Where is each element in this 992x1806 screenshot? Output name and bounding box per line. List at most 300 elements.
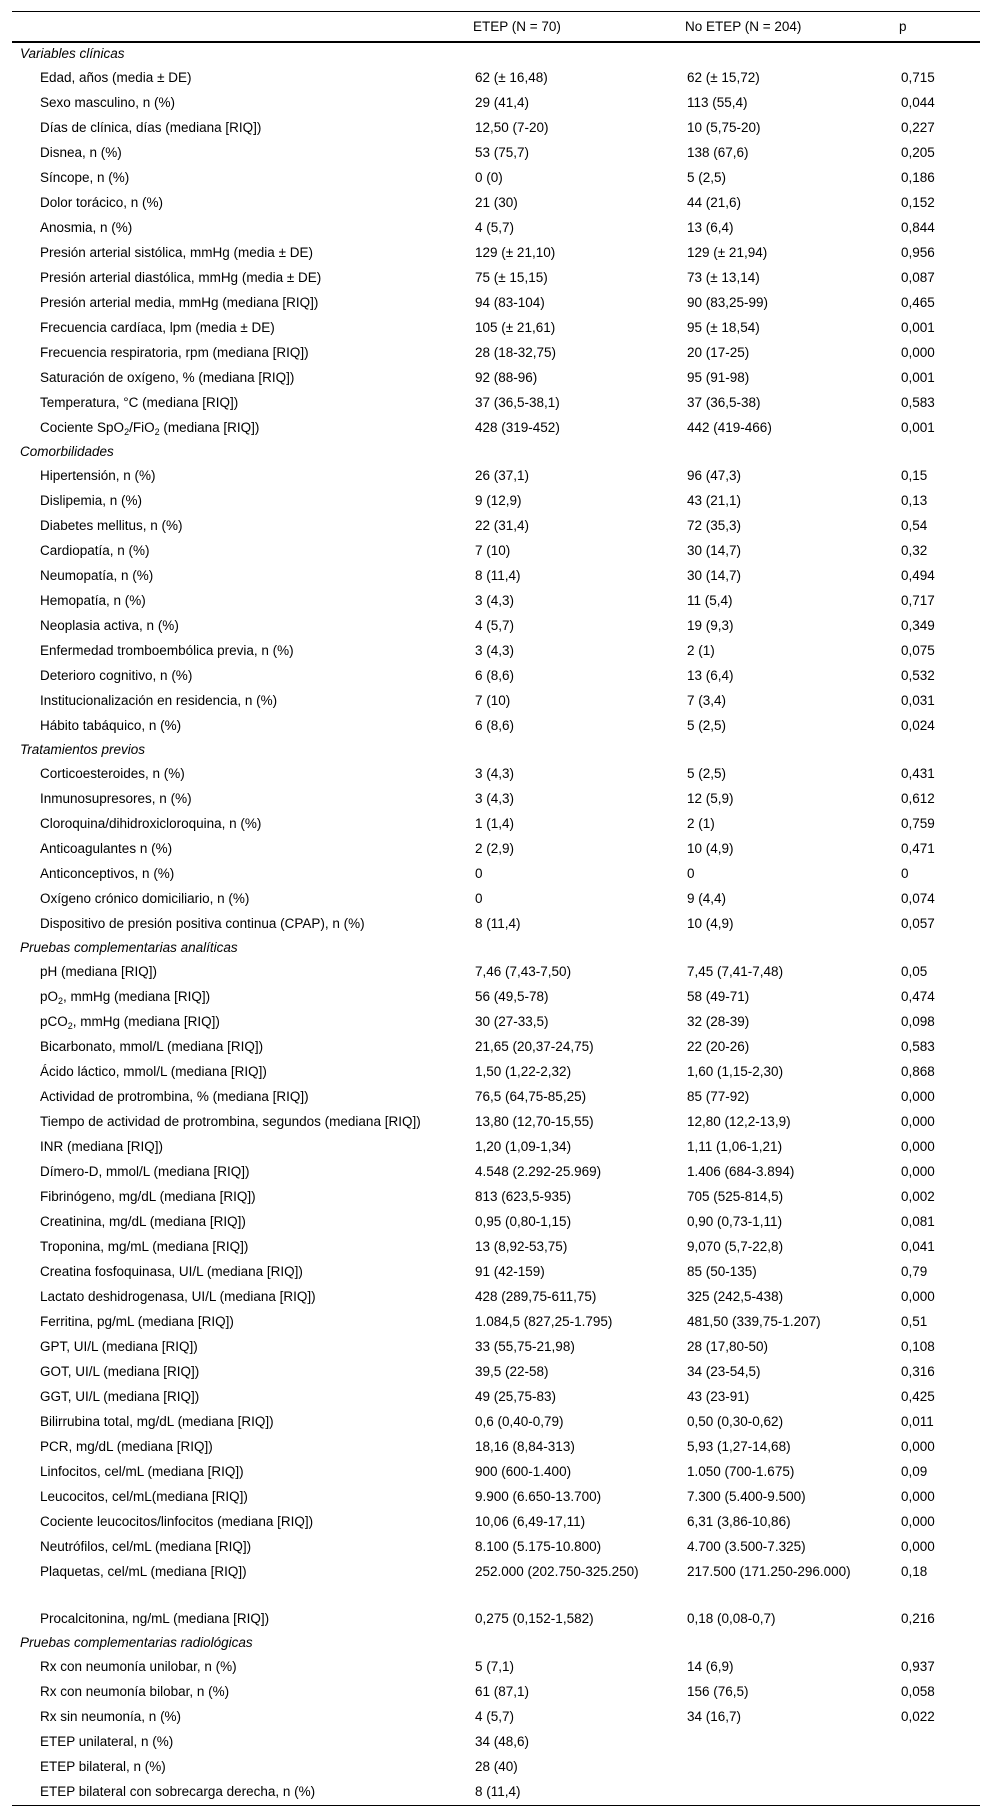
table-row xyxy=(12,166,980,191)
row-label: Sexo masculino, n (%) xyxy=(40,95,176,110)
cell-etep: 33 (55,75-21,98) xyxy=(475,1339,575,1354)
table-row xyxy=(12,539,980,564)
table-row xyxy=(12,1360,980,1385)
row-label: Ferritina, pg/mL (mediana [RIQ]) xyxy=(40,1314,234,1329)
row-label: Dolor torácico, n (%) xyxy=(40,195,164,210)
cell-p-value: 0,715 xyxy=(901,70,935,85)
cell-etep: 3 (4,3) xyxy=(475,643,515,658)
cell-no-etep: 5 (2,5) xyxy=(687,766,727,781)
cell-no-etep: 7,45 (7,41-7,48) xyxy=(687,964,784,979)
cell-etep: 8 (11,4) xyxy=(475,916,521,931)
cell-no-etep: 138 (67,6) xyxy=(687,145,749,160)
cell-p-value: 0,057 xyxy=(901,916,935,931)
row-label: Presión arterial diastólica, mmHg (media ± DE) xyxy=(40,270,322,285)
cell-p-value: 0,15 xyxy=(901,468,928,483)
section-title: Pruebas complementarias radiológicas xyxy=(20,1635,253,1650)
row-label: Inmunosupresores, n (%) xyxy=(40,791,192,806)
cell-etep: 28 (18-32,75) xyxy=(475,345,557,360)
cell-p-value: 0,868 xyxy=(901,1064,935,1079)
cell-no-etep: 0 xyxy=(687,866,695,881)
table-row xyxy=(12,1535,980,1560)
table-row xyxy=(12,1755,980,1780)
cell-p-value: 0,54 xyxy=(901,518,928,533)
table-row xyxy=(12,1410,980,1435)
cell-no-etep: 43 (21,1) xyxy=(687,493,742,508)
table-row xyxy=(12,664,980,689)
cell-p-value: 0,000 xyxy=(901,1514,935,1529)
cell-p-value: 0,13 xyxy=(901,493,928,508)
table-row xyxy=(12,191,980,216)
cell-no-etep: 96 (47,3) xyxy=(687,468,742,483)
cell-etep: 3 (4,3) xyxy=(475,766,515,781)
cell-etep: 0,275 (0,152-1,582) xyxy=(475,1611,594,1626)
table-row xyxy=(12,912,980,937)
section-title: Tratamientos previos xyxy=(20,742,146,757)
cell-p-value: 0,09 xyxy=(901,1464,928,1479)
cell-no-etep: 705 (525-814,5) xyxy=(687,1189,784,1204)
cell-etep: 4.548 (2.292-25.969) xyxy=(475,1164,602,1179)
row-label: Fibrinógeno, mg/dL (mediana [RIQ]) xyxy=(40,1189,256,1204)
cell-p-value: 0,058 xyxy=(901,1684,935,1699)
cell-etep: 10,06 (6,49-17,11) xyxy=(475,1514,586,1529)
cell-no-etep: 14 (6,9) xyxy=(687,1659,734,1674)
row-label: Anticoagulantes n (%) xyxy=(40,841,173,856)
table-row xyxy=(12,1485,980,1510)
cell-p-value: 0,000 xyxy=(901,1439,935,1454)
cell-p-value: 0,087 xyxy=(901,270,935,285)
cell-etep: 7 (10) xyxy=(475,543,511,558)
cell-no-etep: 10 (4,9) xyxy=(687,841,734,856)
cell-etep: 1 (1,4) xyxy=(475,816,515,831)
table-row xyxy=(12,216,980,241)
cell-etep: 13 (8,92-53,75) xyxy=(475,1239,568,1254)
table-row xyxy=(12,1680,980,1705)
table-row xyxy=(12,1705,980,1730)
cell-etep: 49 (25,75-83) xyxy=(475,1389,557,1404)
cell-no-etep: 9 (4,4) xyxy=(687,891,727,906)
cell-etep: 0 (0) xyxy=(475,170,503,185)
row-label: Bicarbonato, mmol/L (mediana [RIQ]) xyxy=(40,1039,264,1054)
cell-p-value: 0,32 xyxy=(901,543,928,558)
table-row xyxy=(12,812,980,837)
cell-p-value: 0,465 xyxy=(901,295,935,310)
table-row xyxy=(12,1085,980,1110)
row-label: Institucionalización en residencia, n (%) xyxy=(40,693,278,708)
cell-no-etep: 22 (20-26) xyxy=(687,1039,750,1054)
cell-etep: 91 (42-159) xyxy=(475,1264,545,1279)
header-etep: ETEP (N = 70) xyxy=(473,19,561,34)
cell-no-etep: 10 (4,9) xyxy=(687,916,734,931)
cell-p-value: 0,098 xyxy=(901,1014,935,1029)
cell-etep: 5 (7,1) xyxy=(475,1659,515,1674)
cell-no-etep xyxy=(685,1755,899,1780)
cell-p-value: 0,316 xyxy=(901,1364,935,1379)
table-row xyxy=(12,1335,980,1360)
cell-etep: 62 (± 16,48) xyxy=(475,70,548,85)
table-row xyxy=(12,564,980,589)
cell-no-etep: 6,31 (3,86-10,86) xyxy=(687,1514,791,1529)
cell-no-etep: 10 (5,75-20) xyxy=(687,120,761,135)
section-title: Comorbilidades xyxy=(20,444,114,459)
table-row xyxy=(12,887,980,912)
table-row xyxy=(12,514,980,539)
cell-p-value: 0,001 xyxy=(901,370,935,385)
cell-no-etep: 129 (± 21,94) xyxy=(687,245,768,260)
section-header-row xyxy=(12,42,980,66)
cell-etep: 3 (4,3) xyxy=(475,791,515,806)
cell-no-etep: 43 (23-91) xyxy=(687,1389,750,1404)
table-row xyxy=(12,1160,980,1185)
cell-p-value xyxy=(899,1755,980,1780)
cell-no-etep: 85 (77-92) xyxy=(687,1089,750,1104)
cell-no-etep: 1.406 (684-3.894) xyxy=(687,1164,795,1179)
table-header xyxy=(12,12,980,43)
cell-no-etep: 442 (419-466) xyxy=(687,420,772,435)
cell-no-etep: 9,070 (5,7-22,8) xyxy=(687,1239,784,1254)
row-label: Rx sin neumonía, n (%) xyxy=(40,1709,182,1724)
cell-p-value: 0,000 xyxy=(901,1089,935,1104)
cell-p-value: 0,471 xyxy=(901,841,935,856)
cell-p-value: 0,186 xyxy=(901,170,935,185)
results-table-container xyxy=(12,11,980,1806)
table-row xyxy=(12,391,980,416)
cell-no-etep: 0,50 (0,30-0,62) xyxy=(687,1414,784,1429)
table-row xyxy=(12,366,980,391)
table-row xyxy=(12,714,980,739)
row-label: Tiempo de actividad de protrombina, segundos (mediana [RIQ]) xyxy=(40,1114,421,1129)
cell-p-value: 0,431 xyxy=(901,766,935,781)
cell-no-etep: 85 (50-135) xyxy=(687,1264,757,1279)
cell-p-value: 0,031 xyxy=(901,693,935,708)
row-label: Plaquetas, cel/mL (mediana [RIQ]) xyxy=(40,1564,247,1579)
row-label: Saturación de oxígeno, % (mediana [RIQ]) xyxy=(40,370,295,385)
table-row xyxy=(12,341,980,366)
table-row xyxy=(12,1310,980,1335)
header-p: p xyxy=(899,19,907,34)
table-row xyxy=(12,639,980,664)
table-row xyxy=(12,1185,980,1210)
cell-p-value: 0,152 xyxy=(901,195,935,210)
cell-etep: 75 (± 15,15) xyxy=(475,270,548,285)
cell-no-etep: 37 (36,5-38) xyxy=(687,395,761,410)
row-label: Neoplasia activa, n (%) xyxy=(40,618,179,633)
cell-p-value: 0,041 xyxy=(901,1239,935,1254)
row-label: Frecuencia respiratoria, rpm (mediana [RIQ]) xyxy=(40,345,309,360)
cell-no-etep: 30 (14,7) xyxy=(687,568,742,583)
row-label: Leucocitos, cel/mL(mediana [RIQ]) xyxy=(40,1489,248,1504)
table-row xyxy=(12,291,980,316)
cell-etep: 900 (600-1.400) xyxy=(475,1464,572,1479)
cell-no-etep: 5 (2,5) xyxy=(687,170,727,185)
table-row xyxy=(12,416,980,441)
cell-etep: 13,80 (12,70-15,55) xyxy=(475,1114,594,1129)
cell-p-value: 0,583 xyxy=(901,1039,935,1054)
table-row xyxy=(12,1435,980,1460)
cell-no-etep: 73 (± 13,14) xyxy=(687,270,760,285)
cell-etep: 7,46 (7,43-7,50) xyxy=(475,964,572,979)
section-header-row xyxy=(12,1632,980,1655)
table-row xyxy=(12,1235,980,1260)
table-row xyxy=(12,1035,980,1060)
table-row xyxy=(12,1060,980,1085)
table-row xyxy=(12,316,980,341)
cell-etep: 76,5 (64,75-85,25) xyxy=(475,1089,587,1104)
cell-no-etep: 325 (242,5-438) xyxy=(687,1289,784,1304)
cell-no-etep: 28 (17,80-50) xyxy=(687,1339,769,1354)
table-row xyxy=(12,489,980,514)
cell-p-value: 0,474 xyxy=(901,989,935,1004)
cell-etep: 61 (87,1) xyxy=(475,1684,530,1699)
cell-p-value: 0,002 xyxy=(901,1189,935,1204)
row-label: Dispositivo de presión positiva continua (CPAP), n (%) xyxy=(40,916,365,931)
cell-p-value: 0,717 xyxy=(901,593,935,608)
cell-etep: 813 (623,5-935) xyxy=(475,1189,572,1204)
section-title: Variables clínicas xyxy=(20,46,125,61)
row-label: Edad, años (media ± DE) xyxy=(40,70,192,85)
cell-no-etep xyxy=(685,1780,899,1806)
table-row xyxy=(12,862,980,887)
row-label: Síncope, n (%) xyxy=(40,170,130,185)
cell-no-etep: 0,90 (0,73-1,11) xyxy=(687,1214,783,1229)
cell-no-etep: 1,60 (1,15-2,30) xyxy=(687,1064,784,1079)
cell-etep: 8 (11,4) xyxy=(473,1780,685,1806)
cell-no-etep: 7.300 (5.400-9.500) xyxy=(687,1489,806,1504)
table-row xyxy=(12,614,980,639)
cell-p-value: 0,000 xyxy=(901,1539,935,1554)
row-label: Procalcitonina, ng/mL (mediana [RIQ]) xyxy=(40,1611,270,1626)
cell-no-etep xyxy=(685,1730,899,1755)
cell-etep: 1,20 (1,09-1,34) xyxy=(475,1139,572,1154)
cell-no-etep: 58 (49-71) xyxy=(687,989,750,1004)
cell-no-etep: 34 (23-54,5) xyxy=(687,1364,761,1379)
cell-no-etep: 90 (83,25-99) xyxy=(687,295,769,310)
table-row xyxy=(12,1135,980,1160)
cell-etep: 6 (8,6) xyxy=(475,718,515,733)
cell-etep: 8 (11,4) xyxy=(475,568,521,583)
table-row xyxy=(12,837,980,862)
header-no-etep: No ETEP (N = 204) xyxy=(685,19,802,34)
cell-no-etep: 95 (91-98) xyxy=(687,370,750,385)
table-row xyxy=(12,1010,980,1035)
cell-etep: 0 xyxy=(475,891,483,906)
cell-etep: 37 (36,5-38,1) xyxy=(475,395,560,410)
cell-p-value: 0,011 xyxy=(901,1414,934,1429)
cell-p-value: 0,001 xyxy=(901,320,935,335)
cell-no-etep: 30 (14,7) xyxy=(687,543,742,558)
cell-p-value: 0,081 xyxy=(901,1214,935,1229)
cell-etep: 0 xyxy=(475,866,483,881)
cell-p-value: 0,000 xyxy=(901,1139,935,1154)
table-row xyxy=(12,1385,980,1410)
table-row xyxy=(12,787,980,812)
cell-etep: 26 (37,1) xyxy=(475,468,530,483)
cell-etep: 1,50 (1,22-2,32) xyxy=(475,1064,572,1079)
cell-etep: 2 (2,9) xyxy=(475,841,515,856)
row-label: Presión arterial media, mmHg (mediana [RIQ]) xyxy=(40,295,319,310)
cell-etep: 9 (12,9) xyxy=(475,493,522,508)
cell-etep: 21,65 (20,37-24,75) xyxy=(475,1039,594,1054)
cell-etep: 4 (5,7) xyxy=(475,1709,515,1724)
row-label: Neutrófilos, cel/mL (mediana [RIQ]) xyxy=(40,1539,252,1554)
cell-no-etep: 12 (5,9) xyxy=(687,791,734,806)
row-label: ETEP bilateral, n (%) xyxy=(40,1759,166,1774)
table-row xyxy=(12,1110,980,1135)
table-row xyxy=(12,241,980,266)
row-label: Cociente leucocitos/linfocitos (mediana [RIQ]) xyxy=(40,1514,314,1529)
table-body xyxy=(12,42,980,1806)
cell-no-etep: 72 (35,3) xyxy=(687,518,742,533)
cell-p-value: 0,494 xyxy=(901,568,935,583)
cell-p-value: 0,000 xyxy=(901,345,935,360)
row-label: Rx con neumonía unilobar, n (%) xyxy=(40,1659,237,1674)
cell-p-value: 0,000 xyxy=(901,1164,935,1179)
row-label: Bilirrubina total, mg/dL (mediana [RIQ]) xyxy=(40,1414,274,1429)
cell-no-etep: 4.700 (3.500-7.325) xyxy=(687,1539,806,1554)
cell-p-value: 0,532 xyxy=(901,668,935,683)
row-label: Cociente SpO$_2$/FiO$_2$ (mediana [RIQ]) xyxy=(40,420,260,437)
row-label: Cloroquina/dihidroxicloroquina, n (%) xyxy=(40,816,262,831)
cell-p-value: 0,51 xyxy=(901,1314,928,1329)
cell-no-etep: 1.050 (700-1.675) xyxy=(687,1464,795,1479)
cell-etep: 0,95 (0,80-1,15) xyxy=(475,1214,572,1229)
cell-etep: 29 (41,4) xyxy=(475,95,530,110)
cell-no-etep: 5,93 (1,27-14,68) xyxy=(687,1439,791,1454)
row-label: Oxígeno crónico domiciliario, n (%) xyxy=(40,891,250,906)
cell-no-etep: 62 (± 15,72) xyxy=(687,70,760,85)
table-row xyxy=(12,1560,980,1607)
cell-no-etep: 95 (± 18,54) xyxy=(687,320,760,335)
row-label: GOT, UI/L (mediana [RIQ]) xyxy=(40,1364,200,1379)
cell-p-value: 0,216 xyxy=(901,1611,935,1626)
cell-p-value: 0,759 xyxy=(901,816,935,831)
table-row xyxy=(12,116,980,141)
row-label: Disnea, n (%) xyxy=(40,145,122,160)
row-label: Enfermedad tromboembólica previa, n (%) xyxy=(40,643,294,658)
table-row xyxy=(12,141,980,166)
cell-etep: 129 (± 21,10) xyxy=(475,245,556,260)
cell-p-value: 0,000 xyxy=(901,1489,935,1504)
cell-p-value: 0,000 xyxy=(901,1289,935,1304)
cell-p-value: 0 xyxy=(901,866,909,881)
row-label: Dímero-D, mmol/L (mediana [RIQ]) xyxy=(40,1164,250,1179)
section-header-row xyxy=(12,739,980,762)
cell-no-etep: 13 (6,4) xyxy=(687,668,734,683)
row-label: Rx con neumonía bilobar, n (%) xyxy=(40,1684,230,1699)
row-label: Corticoesteroides, n (%) xyxy=(40,766,185,781)
table-row xyxy=(12,1510,980,1535)
row-label: PCR, mg/dL (mediana [RIQ]) xyxy=(40,1439,213,1454)
row-label: Ácido láctico, mmol/L (mediana [RIQ]) xyxy=(40,1064,267,1079)
cell-etep: 28 (40) xyxy=(475,1759,518,1774)
row-label: Deterioro cognitivo, n (%) xyxy=(40,668,193,683)
cell-p-value: 0,05 xyxy=(901,964,928,979)
cell-etep: 94 (83-104) xyxy=(475,295,545,310)
cell-p-value: 0,79 xyxy=(901,1264,928,1279)
cell-p-value: 0,18 xyxy=(901,1564,928,1579)
cell-no-etep: 34 (16,7) xyxy=(687,1709,742,1724)
table-row xyxy=(12,960,980,985)
cell-p-value: 0,227 xyxy=(901,120,935,135)
cell-no-etep: 1,11 (1,06-1,21) xyxy=(687,1139,783,1154)
cell-no-etep: 156 (76,5) xyxy=(687,1684,749,1699)
row-label: Actividad de protrombina, % (mediana [RIQ]) xyxy=(40,1089,309,1104)
cell-p-value: 0,044 xyxy=(901,95,935,110)
cell-p-value: 0,074 xyxy=(901,891,935,906)
row-label: Cardiopatía, n (%) xyxy=(40,543,150,558)
cell-no-etep: 7 (3,4) xyxy=(687,693,727,708)
table-row xyxy=(12,589,980,614)
cell-no-etep: 5 (2,5) xyxy=(687,718,727,733)
cell-etep: 105 (± 21,61) xyxy=(475,320,556,335)
cell-p-value xyxy=(899,1730,980,1755)
cell-p-value: 0,349 xyxy=(901,618,935,633)
row-label: INR (mediana [RIQ]) xyxy=(40,1139,164,1154)
cell-p-value: 0,205 xyxy=(901,145,935,160)
row-label: pH (mediana [RIQ]) xyxy=(40,964,158,979)
row-label: Lactato deshidrogenasa, UI/L (mediana [RIQ]) xyxy=(40,1289,316,1304)
cell-etep: 6 (8,6) xyxy=(475,668,515,683)
table-row xyxy=(12,1460,980,1485)
cell-no-etep: 0,18 (0,08-0,7) xyxy=(687,1611,776,1626)
cell-etep: 9.900 (6.650-13.700) xyxy=(475,1489,602,1504)
row-label: Creatinina, mg/dL (mediana [RIQ]) xyxy=(40,1214,246,1229)
row-label: $pO_2$, mmHg (mediana [RIQ]) xyxy=(40,989,211,1006)
cell-p-value: 0,024 xyxy=(901,718,935,733)
row-label: Anosmia, n (%) xyxy=(40,220,133,235)
cell-etep: 4 (5,7) xyxy=(475,618,515,633)
cell-etep: 39,5 (22-58) xyxy=(475,1364,549,1379)
row-label: Linfocitos, cel/mL (mediana [RIQ]) xyxy=(40,1464,244,1479)
table-row xyxy=(12,762,980,787)
cell-etep: 56 (49,5-78) xyxy=(475,989,549,1004)
cell-p-value: 0,022 xyxy=(901,1709,935,1724)
cell-no-etep: 13 (6,4) xyxy=(687,220,734,235)
row-label: Días de clínica, días (mediana [RIQ]) xyxy=(40,120,262,135)
cell-etep: 92 (88-96) xyxy=(475,370,538,385)
table-row xyxy=(12,1210,980,1235)
table-row xyxy=(12,1607,980,1632)
cell-no-etep: 20 (17-25) xyxy=(687,345,750,360)
cell-p-value: 0,956 xyxy=(901,245,935,260)
row-label: Hemopatía, n (%) xyxy=(40,593,146,608)
cell-p-value: 0,075 xyxy=(901,643,935,658)
cell-no-etep: 12,80 (12,2-13,9) xyxy=(687,1114,791,1129)
table-row xyxy=(12,1285,980,1310)
row-label: Frecuencia cardíaca, lpm (media ± DE) xyxy=(40,320,275,335)
cell-no-etep: 481,50 (339,75-1.207) xyxy=(687,1314,821,1329)
table-row xyxy=(12,1730,980,1755)
cell-p-value: 0,108 xyxy=(901,1339,935,1354)
row-label: Presión arterial sistólica, mmHg (media ± DE) xyxy=(40,245,313,260)
row-label: GPT, UI/L (mediana [RIQ]) xyxy=(40,1339,198,1354)
table-row xyxy=(12,66,980,91)
table-row xyxy=(12,1260,980,1285)
cell-etep: 8.100 (5.175-10.800) xyxy=(475,1539,602,1554)
row-label: Hipertensión, n (%) xyxy=(40,468,156,483)
cell-no-etep: 11 (5,4) xyxy=(687,593,733,608)
cell-no-etep: 2 (1) xyxy=(687,816,715,831)
table-row xyxy=(12,689,980,714)
table-row xyxy=(12,266,980,291)
cell-etep: 53 (75,7) xyxy=(475,145,530,160)
table-row xyxy=(12,985,980,1010)
row-label: Hábito tabáquico, n (%) xyxy=(40,718,182,733)
table-row xyxy=(12,464,980,489)
cell-no-etep: 19 (9,3) xyxy=(687,618,734,633)
cell-etep: 21 (30) xyxy=(475,195,518,210)
cell-p-value: 0,001 xyxy=(901,420,935,435)
cell-no-etep: 113 (55,4) xyxy=(687,95,748,110)
